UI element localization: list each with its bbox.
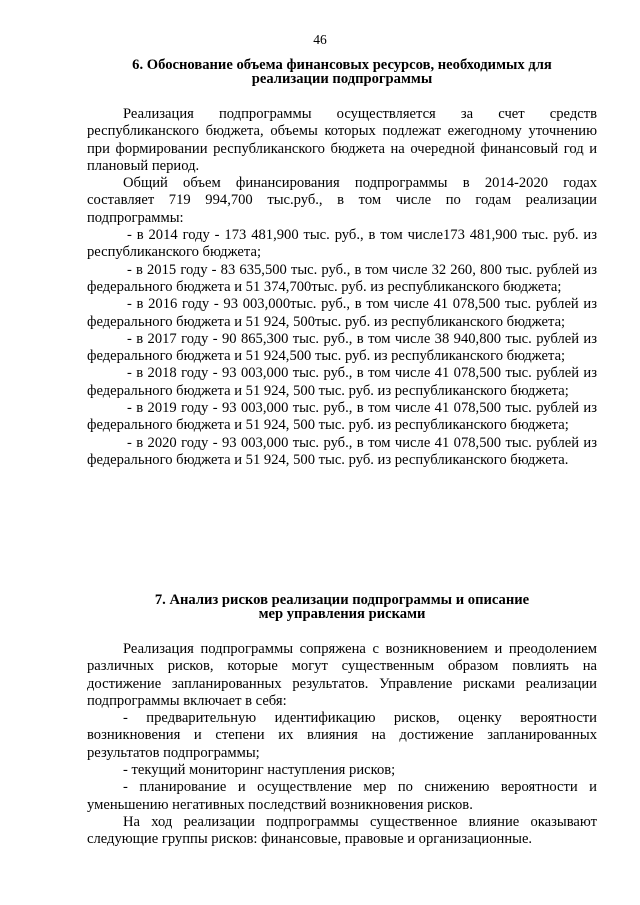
- year-item-2017: - в 2017 году - 90 865,300 тыс. руб., в том числе 38 940,800 тыс. рублей из федерального бюджета и 51 924,500 тыс. руб. из республиканского бюджета;: [87, 330, 597, 365]
- section-6-heading: [87, 58, 597, 86]
- year-item-2019: - в 2019 году - 93 003,000 тыс. руб., в том числе 41 078,500 тыс. рублей из федерального бюджета и 51 924, 500 тыс. руб. из республиканского бюджета;: [87, 400, 597, 434]
- year-item-2018: - в 2018 году - 93 003,000 тыс. руб., в том числе 41 078,500 тыс. рублей из федерального бюджета и 51 924, 500 тыс. руб. из республиканского бюджета;: [87, 365, 597, 399]
- risk-item-2: - текущий мониторинг наступления рисков;: [123, 762, 396, 779]
- section-7-paragraph-1: Реализация подпрограммы сопряжена с возникновением и преодолением различных рисков, которые могут существенным образом повлиять на достижение запланированных результатов. Управление рисками реализации подпрограммы включает в себя:: [87, 641, 597, 709]
- year-item-2020: - в 2020 году - 93 003,000 тыс. руб., в том числе 41 078,500 тыс. рублей из федерального бюджета и 51 924, 500 тыс. руб. из республиканского бюджета.: [87, 434, 597, 468]
- section-7-heading-line2: мер управления рисками: [258, 606, 426, 622]
- section-6-paragraph-1: Реализация подпрограммы осуществляется за счет средств республиканского бюджета, объемы которых подлежат ежегодному уточнению при формировании республиканского бюджета на очередной финансовый год и плановый период.: [87, 106, 597, 174]
- section-6-heading-line2: реализации подпрограммы: [251, 71, 433, 87]
- year-item-2015: - в 2015 году - 83 635,500 тыс. руб., в том числе 32 260, 800 тыс. рублей из федерального бюджета и 51 374,700тыс. руб. из республиканского бюджета;: [87, 261, 597, 295]
- risk-item-3: - планирование и осуществление мер по снижению вероятности и уменьшению негативных последствий возникновения рисков.: [87, 779, 597, 813]
- page-number: 46: [313, 32, 327, 47]
- section-7: [87, 593, 597, 849]
- section-7-heading-line1: 7. Анализ рисков реализации подпрограммы и описание: [154, 592, 530, 608]
- section-6-paragraph-2: Общий объем финансирования подпрограммы в 2014-2020 годах составляет 719 994,700 тыс.руб., в том числе по годам реализации подпрограммы:: [87, 175, 597, 226]
- section-6-heading-line1: 6. Обоснование объема финансовых ресурсов, необходимых для: [132, 57, 552, 73]
- section-7-heading: [87, 593, 597, 621]
- year-item-2016: - в 2016 году - 93 003,000тыс. руб., в том числе 41 078,500 тыс. рублей из федерального бюджета и 51 924, 500тыс. руб. из республиканского бюджета;: [87, 296, 597, 330]
- year-item-2014: - в 2014 году - 173 481,900 тыс. руб., в том числе173 481,900 тыс. руб. из республиканского бюджета;: [87, 227, 597, 261]
- risk-item-1: - предварительную идентификацию рисков, оценку вероятности возникновения и степени их влияния на достижение запланированных результатов подпрограммы;: [87, 710, 597, 761]
- section-6: [87, 58, 597, 469]
- section-7-paragraph-2: На ход реализации подпрограммы существенное влияние оказывают следующие группы рисков: финансовые, правовые и организационные.: [87, 813, 597, 848]
